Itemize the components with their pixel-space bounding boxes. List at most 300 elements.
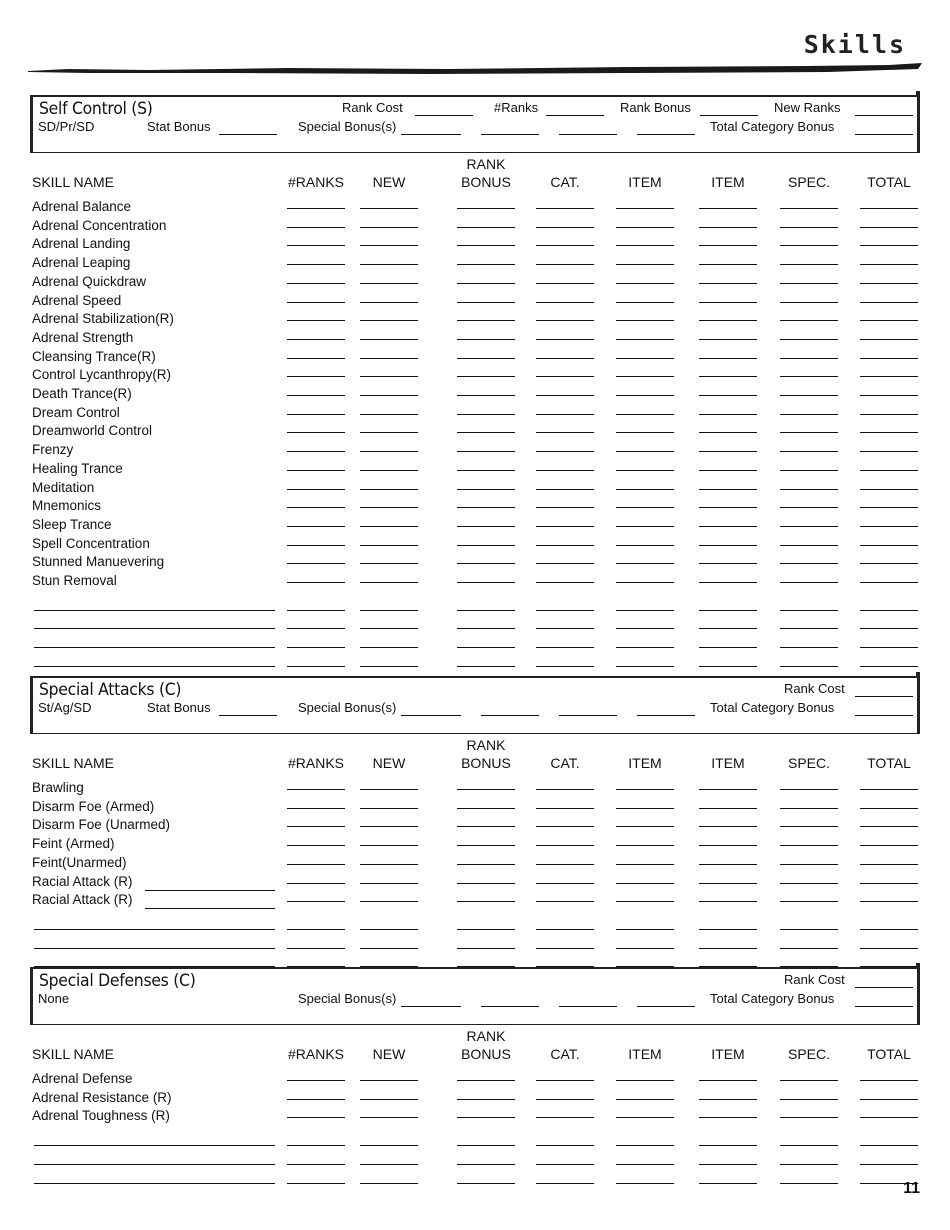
stat-bonus-field[interactable] [219, 715, 277, 716]
skill-ranks-field[interactable] [287, 339, 345, 340]
skill-ranks-field[interactable] [287, 227, 345, 228]
skill-item1-field[interactable] [616, 789, 674, 790]
new-ranks-field[interactable] [855, 115, 913, 116]
skill-bonus-field[interactable] [457, 610, 515, 611]
skill-item1-field[interactable] [616, 395, 674, 396]
skill-ranks-field[interactable] [287, 901, 345, 902]
skill-spec-field[interactable] [780, 283, 838, 284]
skill-total-field[interactable] [860, 647, 918, 648]
skill-total-field[interactable] [860, 901, 918, 902]
skill-new-field[interactable] [360, 302, 418, 303]
skill-item2-field[interactable] [699, 864, 757, 865]
special-bonus-field-1[interactable] [401, 715, 461, 716]
skill-cat-field[interactable] [536, 666, 594, 667]
custom-skill-name-field[interactable] [34, 1164, 275, 1165]
skill-new-field[interactable] [360, 320, 418, 321]
skill-cat-field[interactable] [536, 789, 594, 790]
custom-skill-name-field[interactable] [34, 647, 275, 648]
skill-ranks-field[interactable] [287, 245, 345, 246]
skill-cat-field[interactable] [536, 1117, 594, 1118]
skill-new-field[interactable] [360, 1145, 418, 1146]
skill-spec-field[interactable] [780, 264, 838, 265]
skill-ranks-field[interactable] [287, 808, 345, 809]
skill-item1-field[interactable] [616, 864, 674, 865]
skill-spec-field[interactable] [780, 414, 838, 415]
skill-ranks-field[interactable] [287, 883, 345, 884]
skill-cat-field[interactable] [536, 1080, 594, 1081]
skill-item2-field[interactable] [699, 610, 757, 611]
skill-ranks-field[interactable] [287, 320, 345, 321]
skill-total-field[interactable] [860, 283, 918, 284]
skill-spec-field[interactable] [780, 507, 838, 508]
skill-item2-field[interactable] [699, 582, 757, 583]
skill-item1-field[interactable] [616, 320, 674, 321]
skill-total-field[interactable] [860, 929, 918, 930]
skill-ranks-field[interactable] [287, 628, 345, 629]
skill-bonus-field[interactable] [457, 339, 515, 340]
skill-spec-field[interactable] [780, 470, 838, 471]
skill-item1-field[interactable] [616, 1164, 674, 1165]
special-bonus-field-3[interactable] [559, 134, 617, 135]
skill-item1-field[interactable] [616, 582, 674, 583]
skill-bonus-field[interactable] [457, 208, 515, 209]
skill-ranks-field[interactable] [287, 826, 345, 827]
skill-spec-field[interactable] [780, 948, 838, 949]
skill-total-field[interactable] [860, 808, 918, 809]
custom-skill-name-field[interactable] [34, 610, 275, 611]
skill-cat-field[interactable] [536, 245, 594, 246]
skill-ranks-field[interactable] [287, 789, 345, 790]
custom-skill-name-field[interactable] [34, 1145, 275, 1146]
skill-new-field[interactable] [360, 470, 418, 471]
skill-ranks-field[interactable] [287, 1164, 345, 1165]
skill-item2-field[interactable] [699, 826, 757, 827]
skill-item2-field[interactable] [699, 414, 757, 415]
skill-item1-field[interactable] [616, 1145, 674, 1146]
skill-spec-field[interactable] [780, 628, 838, 629]
skill-total-field[interactable] [860, 883, 918, 884]
skill-total-field[interactable] [860, 610, 918, 611]
skill-spec-field[interactable] [780, 864, 838, 865]
skill-cat-field[interactable] [536, 470, 594, 471]
skill-spec-field[interactable] [780, 929, 838, 930]
skill-cat-field[interactable] [536, 283, 594, 284]
skill-new-field[interactable] [360, 1183, 418, 1184]
skill-total-field[interactable] [860, 1164, 918, 1165]
skill-total-field[interactable] [860, 845, 918, 846]
skill-cat-field[interactable] [536, 610, 594, 611]
skill-total-field[interactable] [860, 789, 918, 790]
skill-total-field[interactable] [860, 227, 918, 228]
skill-total-field[interactable] [860, 628, 918, 629]
skill-item1-field[interactable] [616, 929, 674, 930]
special-bonus-field-3[interactable] [559, 1006, 617, 1007]
skill-item1-field[interactable] [616, 489, 674, 490]
skill-spec-field[interactable] [780, 582, 838, 583]
skill-spec-field[interactable] [780, 901, 838, 902]
skill-new-field[interactable] [360, 526, 418, 527]
skill-item2-field[interactable] [699, 320, 757, 321]
skill-item1-field[interactable] [616, 883, 674, 884]
skill-item2-field[interactable] [699, 647, 757, 648]
skill-new-field[interactable] [360, 845, 418, 846]
custom-skill-name-field[interactable] [34, 929, 275, 930]
skill-item1-field[interactable] [616, 808, 674, 809]
skill-item2-field[interactable] [699, 948, 757, 949]
skill-spec-field[interactable] [780, 227, 838, 228]
skill-item1-field[interactable] [616, 610, 674, 611]
skill-cat-field[interactable] [536, 432, 594, 433]
skill-item2-field[interactable] [699, 432, 757, 433]
skill-item2-field[interactable] [699, 1080, 757, 1081]
skill-new-field[interactable] [360, 1099, 418, 1100]
skill-cat-field[interactable] [536, 628, 594, 629]
skill-bonus-field[interactable] [457, 302, 515, 303]
skill-bonus-field[interactable] [457, 845, 515, 846]
skill-total-field[interactable] [860, 395, 918, 396]
skill-total-field[interactable] [860, 582, 918, 583]
skill-total-field[interactable] [860, 864, 918, 865]
skill-item2-field[interactable] [699, 845, 757, 846]
skill-item1-field[interactable] [616, 563, 674, 564]
skill-bonus-field[interactable] [457, 1099, 515, 1100]
skill-new-field[interactable] [360, 245, 418, 246]
skill-item2-field[interactable] [699, 628, 757, 629]
special-bonus-field-4[interactable] [637, 1006, 695, 1007]
skill-bonus-field[interactable] [457, 901, 515, 902]
skill-ranks-field[interactable] [287, 208, 345, 209]
skill-new-field[interactable] [360, 929, 418, 930]
skill-new-field[interactable] [360, 883, 418, 884]
skill-cat-field[interactable] [536, 883, 594, 884]
skill-cat-field[interactable] [536, 358, 594, 359]
skill-ranks-field[interactable] [287, 489, 345, 490]
special-bonus-field-1[interactable] [401, 134, 461, 135]
skill-new-field[interactable] [360, 451, 418, 452]
skill-cat-field[interactable] [536, 227, 594, 228]
skill-item1-field[interactable] [616, 264, 674, 265]
skill-spec-field[interactable] [780, 1117, 838, 1118]
skill-specialization-field[interactable] [145, 890, 275, 891]
skill-bonus-field[interactable] [457, 808, 515, 809]
skill-cat-field[interactable] [536, 1164, 594, 1165]
skill-bonus-field[interactable] [457, 948, 515, 949]
skill-spec-field[interactable] [780, 1164, 838, 1165]
rank-bonus-field[interactable] [700, 115, 758, 116]
skill-item2-field[interactable] [699, 358, 757, 359]
rank-cost-field[interactable] [415, 115, 473, 116]
total-category-bonus-field[interactable] [855, 715, 913, 716]
skill-spec-field[interactable] [780, 302, 838, 303]
skill-bonus-field[interactable] [457, 227, 515, 228]
skill-item1-field[interactable] [616, 845, 674, 846]
skill-item1-field[interactable] [616, 1117, 674, 1118]
skill-bonus-field[interactable] [457, 666, 515, 667]
skill-ranks-field[interactable] [287, 302, 345, 303]
skill-item2-field[interactable] [699, 489, 757, 490]
skill-cat-field[interactable] [536, 395, 594, 396]
skill-item2-field[interactable] [699, 1145, 757, 1146]
skill-item1-field[interactable] [616, 1183, 674, 1184]
skill-spec-field[interactable] [780, 1183, 838, 1184]
skill-new-field[interactable] [360, 395, 418, 396]
skill-cat-field[interactable] [536, 1145, 594, 1146]
skill-spec-field[interactable] [780, 245, 838, 246]
skill-total-field[interactable] [860, 245, 918, 246]
skill-item2-field[interactable] [699, 929, 757, 930]
skill-item2-field[interactable] [699, 302, 757, 303]
skill-item2-field[interactable] [699, 1183, 757, 1184]
skill-ranks-field[interactable] [287, 545, 345, 546]
skill-cat-field[interactable] [536, 948, 594, 949]
skill-cat-field[interactable] [536, 302, 594, 303]
skill-bonus-field[interactable] [457, 582, 515, 583]
skill-item2-field[interactable] [699, 1117, 757, 1118]
skill-item2-field[interactable] [699, 227, 757, 228]
skill-bonus-field[interactable] [457, 283, 515, 284]
skill-bonus-field[interactable] [457, 864, 515, 865]
skill-total-field[interactable] [860, 302, 918, 303]
skill-new-field[interactable] [360, 1164, 418, 1165]
skill-ranks-field[interactable] [287, 610, 345, 611]
skill-spec-field[interactable] [780, 647, 838, 648]
skill-cat-field[interactable] [536, 826, 594, 827]
skill-item2-field[interactable] [699, 507, 757, 508]
skill-cat-field[interactable] [536, 339, 594, 340]
skill-ranks-field[interactable] [287, 358, 345, 359]
skill-item1-field[interactable] [616, 227, 674, 228]
skill-item2-field[interactable] [699, 245, 757, 246]
skill-ranks-field[interactable] [287, 582, 345, 583]
skill-new-field[interactable] [360, 610, 418, 611]
skill-ranks-field[interactable] [287, 432, 345, 433]
rank-cost-field[interactable] [855, 987, 913, 988]
skill-total-field[interactable] [860, 1145, 918, 1146]
skill-ranks-field[interactable] [287, 864, 345, 865]
skill-total-field[interactable] [860, 432, 918, 433]
special-bonus-field-4[interactable] [637, 134, 695, 135]
skill-item2-field[interactable] [699, 264, 757, 265]
rank-cost-field[interactable] [855, 696, 913, 697]
skill-total-field[interactable] [860, 414, 918, 415]
skill-item1-field[interactable] [616, 901, 674, 902]
skill-item1-field[interactable] [616, 647, 674, 648]
skill-cat-field[interactable] [536, 376, 594, 377]
skill-item2-field[interactable] [699, 208, 757, 209]
skill-total-field[interactable] [860, 470, 918, 471]
special-bonus-field-4[interactable] [637, 715, 695, 716]
skill-cat-field[interactable] [536, 489, 594, 490]
skill-item1-field[interactable] [616, 358, 674, 359]
skill-bonus-field[interactable] [457, 507, 515, 508]
skill-total-field[interactable] [860, 376, 918, 377]
skill-bonus-field[interactable] [457, 545, 515, 546]
skill-cat-field[interactable] [536, 264, 594, 265]
skill-spec-field[interactable] [780, 489, 838, 490]
skill-new-field[interactable] [360, 628, 418, 629]
skill-bonus-field[interactable] [457, 395, 515, 396]
skill-bonus-field[interactable] [457, 376, 515, 377]
skill-ranks-field[interactable] [287, 1145, 345, 1146]
skill-cat-field[interactable] [536, 320, 594, 321]
skill-cat-field[interactable] [536, 582, 594, 583]
skill-spec-field[interactable] [780, 1099, 838, 1100]
skill-ranks-field[interactable] [287, 563, 345, 564]
skill-cat-field[interactable] [536, 647, 594, 648]
stat-bonus-field[interactable] [219, 134, 277, 135]
skill-item1-field[interactable] [616, 208, 674, 209]
skill-spec-field[interactable] [780, 845, 838, 846]
skill-bonus-field[interactable] [457, 489, 515, 490]
skill-item2-field[interactable] [699, 545, 757, 546]
skill-bonus-field[interactable] [457, 358, 515, 359]
skill-new-field[interactable] [360, 666, 418, 667]
custom-skill-name-field[interactable] [34, 666, 275, 667]
skill-bonus-field[interactable] [457, 647, 515, 648]
skill-spec-field[interactable] [780, 883, 838, 884]
skill-spec-field[interactable] [780, 545, 838, 546]
skill-item2-field[interactable] [699, 1164, 757, 1165]
skill-total-field[interactable] [860, 1099, 918, 1100]
skill-new-field[interactable] [360, 414, 418, 415]
special-bonus-field-1[interactable] [401, 1006, 461, 1007]
skill-spec-field[interactable] [780, 1145, 838, 1146]
skill-new-field[interactable] [360, 864, 418, 865]
skill-bonus-field[interactable] [457, 245, 515, 246]
skill-cat-field[interactable] [536, 545, 594, 546]
skill-spec-field[interactable] [780, 1080, 838, 1081]
skill-item2-field[interactable] [699, 789, 757, 790]
skill-cat-field[interactable] [536, 1183, 594, 1184]
skill-bonus-field[interactable] [457, 1117, 515, 1118]
skill-ranks-field[interactable] [287, 845, 345, 846]
skill-total-field[interactable] [860, 208, 918, 209]
skill-total-field[interactable] [860, 1080, 918, 1081]
skill-spec-field[interactable] [780, 666, 838, 667]
skill-cat-field[interactable] [536, 526, 594, 527]
skill-spec-field[interactable] [780, 610, 838, 611]
special-bonus-field-2[interactable] [481, 134, 539, 135]
custom-skill-name-field[interactable] [34, 1183, 275, 1184]
skill-total-field[interactable] [860, 1117, 918, 1118]
skill-bonus-field[interactable] [457, 320, 515, 321]
skill-total-field[interactable] [860, 507, 918, 508]
skill-item1-field[interactable] [616, 470, 674, 471]
skill-cat-field[interactable] [536, 414, 594, 415]
special-bonus-field-2[interactable] [481, 1006, 539, 1007]
skill-cat-field[interactable] [536, 929, 594, 930]
skill-cat-field[interactable] [536, 1099, 594, 1100]
skill-item2-field[interactable] [699, 395, 757, 396]
skill-item2-field[interactable] [699, 901, 757, 902]
num-ranks-field[interactable] [546, 115, 604, 116]
skill-ranks-field[interactable] [287, 666, 345, 667]
skill-ranks-field[interactable] [287, 526, 345, 527]
skill-item2-field[interactable] [699, 883, 757, 884]
skill-total-field[interactable] [860, 320, 918, 321]
skill-total-field[interactable] [860, 489, 918, 490]
skill-item1-field[interactable] [616, 245, 674, 246]
skill-new-field[interactable] [360, 489, 418, 490]
skill-item2-field[interactable] [699, 563, 757, 564]
skill-spec-field[interactable] [780, 339, 838, 340]
skill-spec-field[interactable] [780, 395, 838, 396]
custom-skill-name-field[interactable] [34, 948, 275, 949]
skill-bonus-field[interactable] [457, 883, 515, 884]
skill-ranks-field[interactable] [287, 1099, 345, 1100]
skill-ranks-field[interactable] [287, 283, 345, 284]
skill-bonus-field[interactable] [457, 1164, 515, 1165]
skill-item1-field[interactable] [616, 826, 674, 827]
skill-item1-field[interactable] [616, 283, 674, 284]
skill-ranks-field[interactable] [287, 1080, 345, 1081]
skill-item1-field[interactable] [616, 1099, 674, 1100]
skill-new-field[interactable] [360, 826, 418, 827]
skill-item1-field[interactable] [616, 376, 674, 377]
skill-item1-field[interactable] [616, 526, 674, 527]
skill-ranks-field[interactable] [287, 451, 345, 452]
skill-ranks-field[interactable] [287, 948, 345, 949]
skill-ranks-field[interactable] [287, 1117, 345, 1118]
skill-bonus-field[interactable] [457, 628, 515, 629]
skill-spec-field[interactable] [780, 563, 838, 564]
skill-item1-field[interactable] [616, 432, 674, 433]
skill-item1-field[interactable] [616, 507, 674, 508]
skill-new-field[interactable] [360, 376, 418, 377]
skill-item1-field[interactable] [616, 666, 674, 667]
skill-item2-field[interactable] [699, 808, 757, 809]
skill-item2-field[interactable] [699, 666, 757, 667]
skill-bonus-field[interactable] [457, 432, 515, 433]
skill-new-field[interactable] [360, 789, 418, 790]
skill-new-field[interactable] [360, 563, 418, 564]
skill-item1-field[interactable] [616, 1080, 674, 1081]
skill-bonus-field[interactable] [457, 470, 515, 471]
skill-new-field[interactable] [360, 808, 418, 809]
skill-new-field[interactable] [360, 227, 418, 228]
skill-item1-field[interactable] [616, 339, 674, 340]
total-category-bonus-field[interactable] [855, 1006, 913, 1007]
skill-new-field[interactable] [360, 647, 418, 648]
skill-spec-field[interactable] [780, 789, 838, 790]
skill-bonus-field[interactable] [457, 1080, 515, 1081]
skill-item1-field[interactable] [616, 414, 674, 415]
total-category-bonus-field[interactable] [855, 134, 913, 135]
skill-item2-field[interactable] [699, 339, 757, 340]
skill-total-field[interactable] [860, 948, 918, 949]
skill-cat-field[interactable] [536, 563, 594, 564]
skill-bonus-field[interactable] [457, 826, 515, 827]
skill-item2-field[interactable] [699, 470, 757, 471]
special-bonus-field-2[interactable] [481, 715, 539, 716]
skill-spec-field[interactable] [780, 376, 838, 377]
skill-cat-field[interactable] [536, 901, 594, 902]
skill-new-field[interactable] [360, 264, 418, 265]
skill-ranks-field[interactable] [287, 414, 345, 415]
skill-new-field[interactable] [360, 1117, 418, 1118]
skill-item2-field[interactable] [699, 376, 757, 377]
skill-item1-field[interactable] [616, 451, 674, 452]
skill-ranks-field[interactable] [287, 507, 345, 508]
skill-bonus-field[interactable] [457, 1183, 515, 1184]
skill-spec-field[interactable] [780, 826, 838, 827]
special-bonus-field-3[interactable] [559, 715, 617, 716]
custom-skill-name-field[interactable] [34, 628, 275, 629]
skill-cat-field[interactable] [536, 864, 594, 865]
skill-ranks-field[interactable] [287, 470, 345, 471]
skill-ranks-field[interactable] [287, 1183, 345, 1184]
skill-bonus-field[interactable] [457, 526, 515, 527]
